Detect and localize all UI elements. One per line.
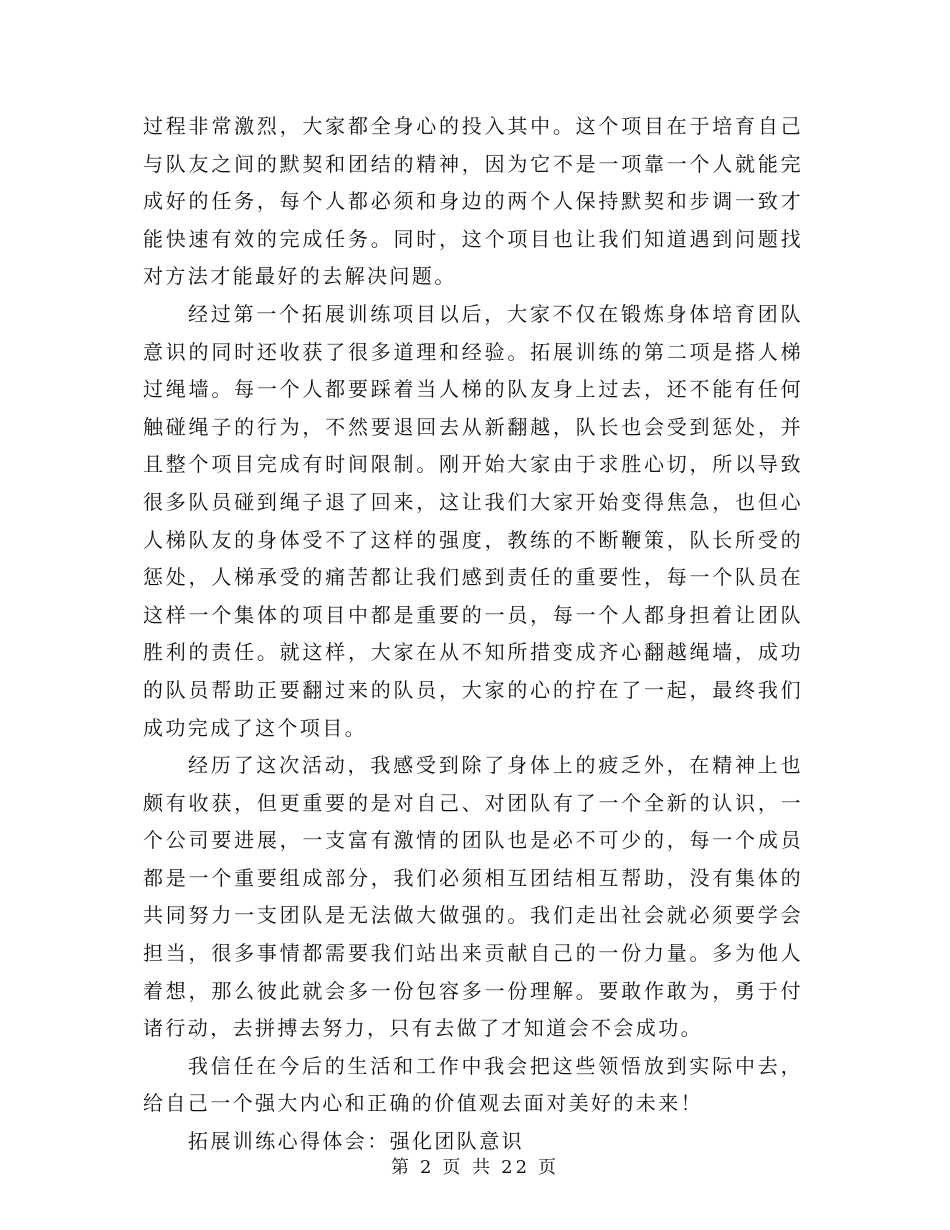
paragraph: 经过第一个拓展训练项目以后，大家不仅在锻炼身体培育团队意识的同时还收获了很多道理和经验。拓展训练的第二项是搭人梯过绳墙。每一个人都要踩着当人梯的队友身上过去，还不能有任何触碰绳子的行为，不然要退回去从新翻越，队长也会受到惩处，并且整个项目完成有时间限制。刚开始大家由于求胜心切，所以导致很多队员碰到绳子退了回来，这让我们大家开始变得焦急，也但心人梯队友的身体受不了这样的强度，教练的不断鞭策，队长所受的惩处，人梯承受的痛苦都让我们感到责任的重要性，每一个队员在这样一个集体的项目中都是重要的一员，每一个人都身担着让团队胜利的责任。就这样，大家在从不知所措变成齐心翻越绳墙，成功的队员帮助正要翻过来的队员，大家的心的拧在了一起，最终我们成功完成了这个项目。	[143, 301, 803, 740]
page-footer	[0, 1153, 950, 1179]
footer-middle: 页 共	[442, 1157, 494, 1178]
page-number: 2	[419, 1157, 435, 1178]
paragraph: 经历了这次活动，我感受到除了身体上的疲乏外，在精神上也颇有收获，但更重要的是对自己、对团队有了一个全新的认识，一个公司要进展，一支富有激情的团队也是必不可少的，每一个成员都是一个重要组成部分，我们必须相互团结相互帮助，没有集体的共同努力一支团队是无法做大做强的。我们走出社会就必须要学会担当，很多事情都需要我们站出来贡献自己的一份力量。多为他人着想，那么彼此就会多一份包容多一份理解。要敢作敢为，勇于付诸行动，去拼搏去努力，只有去做了才知道会不会成功。	[143, 753, 803, 1041]
footer-suffix: 页	[538, 1157, 560, 1178]
section-heading: 拓展训练心得体会：强化团队意识	[188, 1129, 524, 1154]
total-pages: 22	[501, 1157, 531, 1178]
paragraph: 我信任在今后的生活和工作中我会把这些领悟放到实际中去，给自己一个强大内心和正确的价值观去面对美好的未来！	[143, 1053, 803, 1116]
footer-prefix: 第	[390, 1157, 412, 1178]
paragraph: 过程非常激烈，大家都全身心的投入其中。这个项目在于培育自己与队友之间的默契和团结的精神，因为它不是一项靠一个人就能完成好的任务，每个人都必须和身边的两个人保持默契和步调一致才能快速有效的完成任务。同时，这个项目也让我们知道遇到问题找对方法才能最好的去解决问题。	[143, 114, 803, 289]
document-body	[143, 108, 803, 1161]
